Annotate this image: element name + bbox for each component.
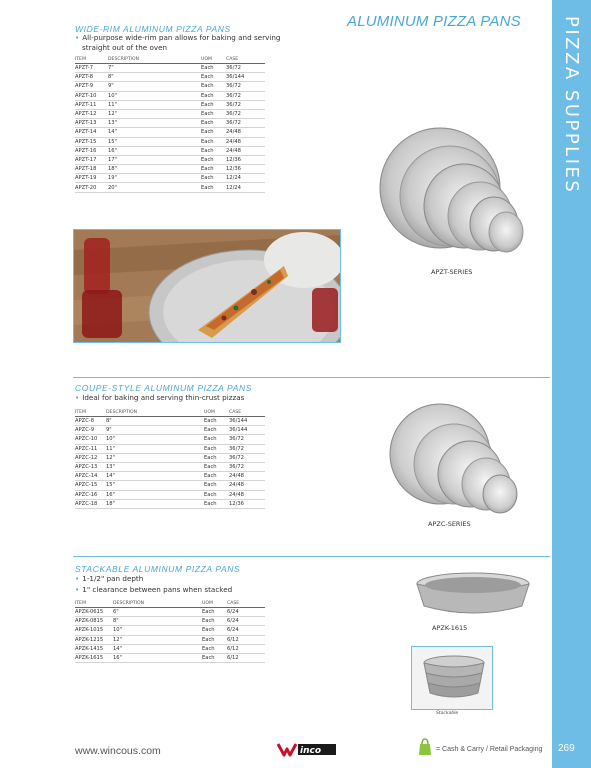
- cell-description: 14": [106, 473, 115, 480]
- bullet-dot: •: [75, 574, 80, 583]
- cell-uom: Each: [201, 129, 214, 136]
- table-row: [75, 110, 265, 119]
- cell-item: APZC-11: [75, 445, 98, 452]
- cell-description: 14": [113, 645, 122, 652]
- cell-description: 8": [113, 618, 119, 625]
- table-wide-rim: [75, 55, 265, 193]
- cell-uom: Each: [201, 120, 214, 127]
- page-number: 269: [558, 743, 575, 754]
- table-stackable: [75, 599, 265, 663]
- table-row: [75, 165, 265, 174]
- header-item: ITEM: [75, 56, 87, 62]
- cell-uom: Each: [204, 464, 217, 471]
- cell-case: 36/72: [226, 101, 241, 108]
- cell-description: 15": [108, 138, 117, 145]
- cell-item: APZK-1015: [75, 627, 104, 634]
- header-case: CASE: [227, 600, 240, 606]
- cell-item: APZT-14: [75, 129, 97, 136]
- section-title-stackable: STACKABLE ALUMINUM PIZZA PANS: [75, 564, 241, 574]
- table-row: [75, 64, 265, 73]
- cell-description: 12": [108, 111, 117, 118]
- apzt-pans-image: [378, 120, 542, 266]
- footer-note: = Cash & Carry / Retail Packaging: [436, 746, 543, 753]
- table-header: [75, 55, 265, 64]
- pizza-photo: [73, 229, 341, 343]
- apzc-caption: APZC-SERIES: [428, 520, 471, 528]
- winco-logo-mark: [276, 741, 338, 758]
- cell-description: 15": [106, 482, 115, 489]
- cell-description: 13": [106, 464, 115, 471]
- apzk-caption: APZK-1615: [432, 624, 468, 632]
- cell-uom: Each: [202, 655, 215, 662]
- cell-item: APZT-8: [75, 74, 94, 81]
- table-row: [75, 472, 265, 481]
- bullet-dot: •: [75, 33, 80, 42]
- cell-case: 12/36: [229, 500, 244, 507]
- bullet-stack-1: • 1-1/2" pan depth: [75, 574, 144, 583]
- cell-case: 36/72: [229, 436, 244, 443]
- cell-item: APZT-19: [75, 175, 97, 182]
- sidebar-title: PIZZA SUPPLIES: [561, 16, 582, 195]
- table-row: [75, 426, 265, 435]
- cell-description: 11": [106, 445, 115, 452]
- pizza-photo-illustration: [74, 230, 340, 342]
- table-row: [75, 481, 265, 490]
- table-header: [75, 408, 265, 417]
- cell-description: 19": [108, 175, 117, 182]
- cell-uom: Each: [201, 111, 214, 118]
- header-uom: UOM: [201, 56, 212, 62]
- cell-item: APZT-17: [75, 156, 97, 163]
- cell-item: APZC-12: [75, 454, 98, 461]
- cell-description: 16": [108, 147, 117, 154]
- cell-uom: Each: [204, 445, 217, 452]
- stackable-photo: [411, 646, 493, 710]
- cell-item: APZC-15: [75, 482, 98, 489]
- table-header: [75, 599, 265, 608]
- table-row: [75, 636, 265, 645]
- header-description: DESCRIPTION: [106, 409, 138, 415]
- table-row: [75, 147, 265, 156]
- cell-case: 12/36: [226, 156, 241, 163]
- table-row: [75, 156, 265, 165]
- cell-description: 16": [106, 491, 115, 498]
- section-divider: [73, 556, 550, 557]
- cell-case: 36/72: [226, 120, 241, 127]
- cell-uom: Each: [201, 92, 214, 99]
- table-body: [75, 417, 265, 509]
- cell-item: APZT-13: [75, 120, 97, 127]
- cell-item: APZK-1615: [75, 655, 104, 662]
- cell-item: APZC-18: [75, 500, 98, 507]
- bullet-wide-2: straight out of the oven: [82, 43, 168, 52]
- table-row: [75, 183, 265, 192]
- cell-uom: Each: [204, 418, 217, 425]
- cell-case: 6/24: [227, 609, 239, 616]
- cell-description: 10": [106, 436, 115, 443]
- header-uom: UOM: [204, 409, 215, 415]
- cell-uom: Each: [204, 482, 217, 489]
- cell-item: APZT-18: [75, 166, 97, 173]
- apzk-pan-image: [414, 570, 532, 618]
- bullet-dot: •: [75, 393, 80, 402]
- cell-item: APZT-11: [75, 101, 97, 108]
- cell-description: 18": [108, 166, 117, 173]
- bullet-dot: •: [75, 585, 80, 594]
- bullet-coupe-1: • Ideal for baking and serving thin-crust pizzas: [75, 393, 245, 402]
- cell-description: 9": [106, 427, 112, 434]
- table-body: [75, 64, 265, 193]
- cell-case: 12/24: [226, 175, 241, 182]
- cell-uom: Each: [201, 175, 214, 182]
- cell-case: 6/12: [227, 636, 239, 643]
- cell-uom: Each: [201, 166, 214, 173]
- cell-case: 6/24: [227, 618, 239, 625]
- cell-uom: Each: [201, 83, 214, 90]
- table-row: [75, 138, 265, 147]
- cell-case: 36/144: [229, 427, 248, 434]
- table-coupe: [75, 408, 265, 509]
- stackable-caption: Stackable: [436, 711, 459, 716]
- cell-case: 24/48: [226, 138, 241, 145]
- table-row: [75, 119, 265, 128]
- cell-uom: Each: [202, 618, 215, 625]
- header-item: ITEM: [75, 409, 87, 415]
- cell-uom: Each: [201, 101, 214, 108]
- cell-item: APZK-0815: [75, 618, 104, 625]
- cell-item: APZC-9: [75, 427, 95, 434]
- cell-case: 12/36: [226, 166, 241, 173]
- cell-uom: Each: [202, 627, 215, 634]
- cell-uom: Each: [201, 184, 214, 191]
- cell-item: APZT-10: [75, 92, 97, 99]
- cell-description: 12": [113, 636, 122, 643]
- table-row: [75, 645, 265, 654]
- apzt-caption: APZT-SERIES: [431, 268, 473, 276]
- cell-description: 14": [108, 129, 117, 136]
- section-title-coupe: COUPE-STYLE ALUMINUM PIZZA PANS: [75, 383, 252, 393]
- svg-text:inco: inco: [300, 746, 322, 756]
- cell-uom: Each: [201, 74, 214, 81]
- table-row: [75, 82, 265, 91]
- apzc-pans-image: [388, 402, 528, 520]
- stacked-pans-illustration: [412, 647, 492, 709]
- cell-description: 10": [108, 92, 117, 99]
- cell-item: APZK-1215: [75, 636, 104, 643]
- table-row: [75, 174, 265, 183]
- cell-description: 8": [108, 74, 114, 81]
- table-row: [75, 445, 265, 454]
- table-row: [75, 454, 265, 463]
- table-row: [75, 463, 265, 472]
- section-divider: [73, 377, 550, 378]
- cell-uom: Each: [204, 427, 217, 434]
- cell-description: 9": [108, 83, 114, 90]
- cell-item: APZT-12: [75, 111, 97, 118]
- table-row: [75, 417, 265, 426]
- table-row: [75, 128, 265, 137]
- cell-description: 17": [108, 156, 117, 163]
- cell-item: APZT-15: [75, 138, 97, 145]
- cell-case: 36/72: [226, 83, 241, 90]
- cell-description: 20": [108, 184, 117, 191]
- bullet-wide-1: • All-purpose wide-rim pan allows for baking and serving: [75, 33, 281, 42]
- cell-item: APZT-16: [75, 147, 97, 154]
- page-title: ALUMINUM PIZZA PANS: [347, 13, 521, 30]
- cell-uom: Each: [201, 147, 214, 154]
- cell-uom: Each: [201, 156, 214, 163]
- cell-description: 6": [113, 609, 119, 616]
- cell-uom: Each: [202, 645, 215, 652]
- cell-uom: Each: [202, 609, 215, 616]
- table-row: [75, 654, 265, 663]
- section-title-wide-rim: WIDE-RIM ALUMINUM PIZZA PANS: [75, 24, 231, 34]
- cell-case: 6/12: [227, 645, 239, 652]
- cell-case: 36/72: [229, 445, 244, 452]
- cell-description: 13": [108, 120, 117, 127]
- header-uom: UOM: [202, 600, 213, 606]
- table-row: [75, 617, 265, 626]
- cell-description: 12": [106, 454, 115, 461]
- cell-uom: Each: [204, 500, 217, 507]
- header-case: CASE: [226, 56, 239, 62]
- cell-description: 10": [113, 627, 122, 634]
- cell-description: 7": [108, 65, 114, 72]
- cell-uom: Each: [201, 65, 214, 72]
- cell-uom: Each: [204, 436, 217, 443]
- cell-case: 24/48: [229, 482, 244, 489]
- cell-case: 6/24: [227, 627, 239, 634]
- cell-item: APZC-8: [75, 418, 95, 425]
- header-item: ITEM: [75, 600, 87, 606]
- bullet-stack-2: • 1" clearance between pans when stacked: [75, 585, 233, 594]
- cell-case: 6/12: [227, 655, 239, 662]
- table-row: [75, 435, 265, 444]
- cell-item: APZT-20: [75, 184, 97, 191]
- cell-case: 36/72: [226, 92, 241, 99]
- cell-description: 8": [106, 418, 112, 425]
- table-row: [75, 491, 265, 500]
- table-row: [75, 101, 265, 110]
- cell-uom: Each: [201, 138, 214, 145]
- table-row: [75, 626, 265, 635]
- cell-item: APZK-0615: [75, 609, 104, 616]
- cell-uom: Each: [204, 491, 217, 498]
- footer-url-link[interactable]: www.wincous.com: [75, 745, 161, 757]
- cell-item: APZC-14: [75, 473, 98, 480]
- cell-item: APZT-9: [75, 83, 94, 90]
- cell-uom: Each: [204, 454, 217, 461]
- cell-case: 36/72: [226, 111, 241, 118]
- winco-logo: [276, 741, 338, 758]
- header-description: DESCRIPTION: [113, 600, 145, 606]
- cash-carry-bag-icon: [418, 738, 432, 756]
- header-case: CASE: [229, 409, 242, 415]
- cell-uom: Each: [204, 473, 217, 480]
- cell-item: APZK-1415: [75, 645, 104, 652]
- table-row: [75, 92, 265, 101]
- cell-item: APZC-16: [75, 491, 98, 498]
- cell-description: 16": [113, 655, 122, 662]
- cell-item: APZC-10: [75, 436, 98, 443]
- cell-description: 11": [108, 101, 117, 108]
- cell-case: 36/72: [229, 454, 244, 461]
- cell-case: 24/48: [229, 473, 244, 480]
- cell-case: 36/72: [229, 464, 244, 471]
- table-body: [75, 608, 265, 663]
- cell-item: APZT-7: [75, 65, 94, 72]
- cell-case: 24/48: [226, 129, 241, 136]
- table-row: [75, 73, 265, 82]
- cell-description: 18": [106, 500, 115, 507]
- cell-uom: Each: [202, 636, 215, 643]
- cell-item: APZC-13: [75, 464, 98, 471]
- table-row: [75, 608, 265, 617]
- cell-case: 24/48: [226, 147, 241, 154]
- cell-case: 36/144: [226, 74, 245, 81]
- header-description: DESCRIPTION: [108, 56, 140, 62]
- table-row: [75, 500, 265, 509]
- cell-case: 36/72: [226, 65, 241, 72]
- cell-case: 12/24: [226, 184, 241, 191]
- cell-case: 36/144: [229, 418, 248, 425]
- cell-case: 24/48: [229, 491, 244, 498]
